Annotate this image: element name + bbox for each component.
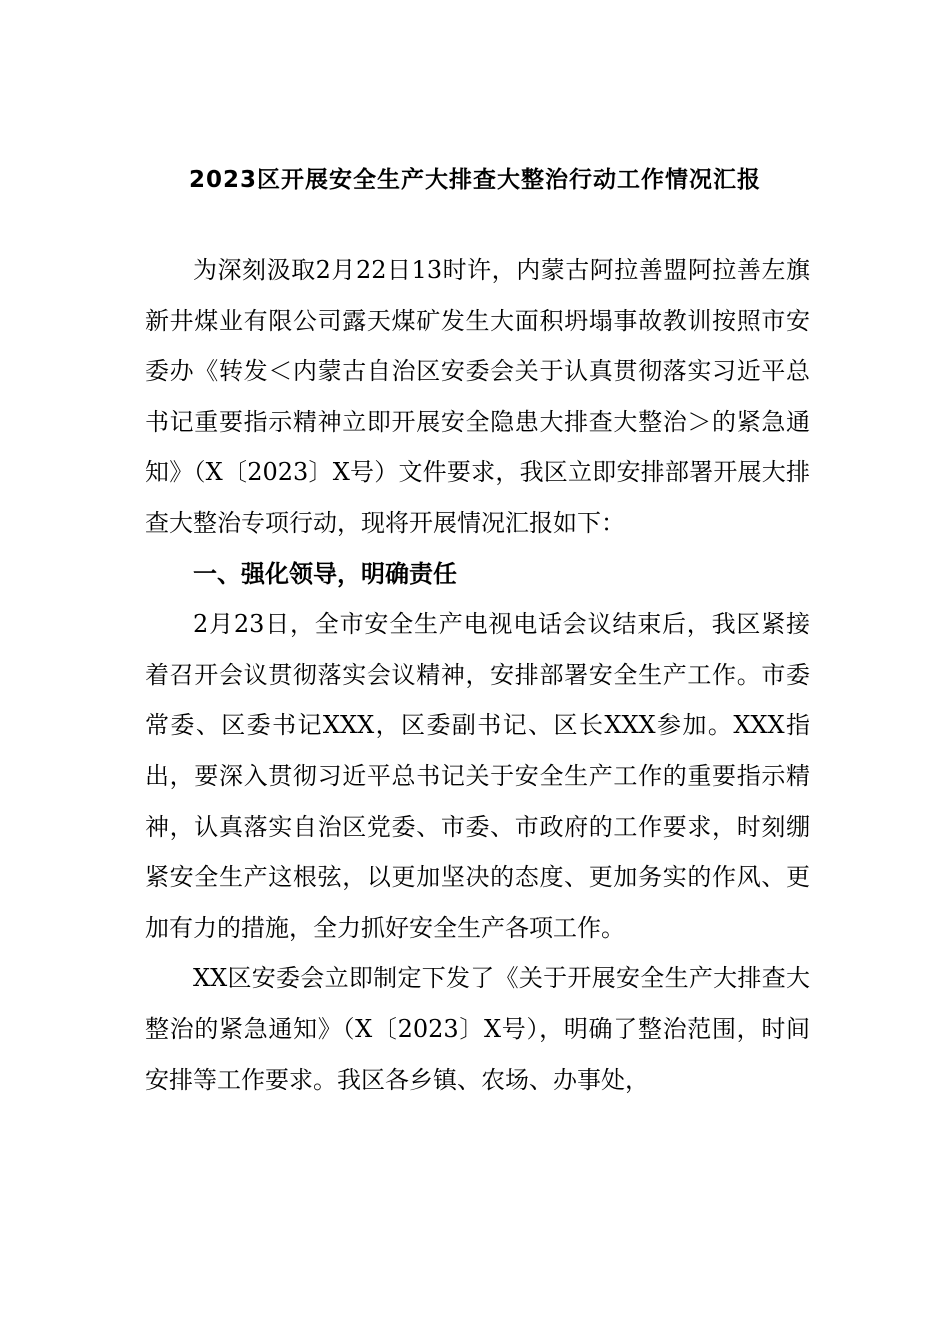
- paragraph-notice: XX区安委会立即制定下发了《关于开展安全生产大排查大整治的紧急通知》（X〔2023〕X号），明确了整治范围，时间安排等工作要求。我区各乡镇、农场、办事处，: [145, 964, 810, 1094]
- paragraph-meeting: 2月23日，全市安全生产电视电话会议结束后，我区紧接着召开会议贯彻落实会议精神，安排部署安全生产工作。市委常委、区委书记XXX，区委副书记、区长XXX参加。XXX指出，要深入贯彻习近平总书记关于安全生产工作的重要指示精神，认真落实自治区党委、市委、市政府的工作要求，时刻绷紧安全生产这根弦，以更加坚决的态度、更加务实的作风、更加有力的措施，全力抓好安全生产各项工作。: [145, 610, 810, 942]
- section-heading-1: 一、强化领导，明确责任: [193, 559, 457, 588]
- paragraph-intro: 为深刻汲取2月22日13时许，内蒙古阿拉善盟阿拉善左旗新井煤业有限公司露天煤矿发生大面积坍塌事故教训按照市安委办《转发＜内蒙古自治区安委会关于认真贯彻落实习近平总书记重要指示精神立即开展安全隐患大排查大整治＞的紧急通知》（X〔2023〕X号）文件要求，我区立即安排部署开展大排查大整治专项行动，现将开展情况汇报如下：: [145, 256, 810, 537]
- document-body: [145, 245, 810, 1105]
- document-title: 2023区开展安全生产大排查大整治行动工作情况汇报: [188, 167, 761, 193]
